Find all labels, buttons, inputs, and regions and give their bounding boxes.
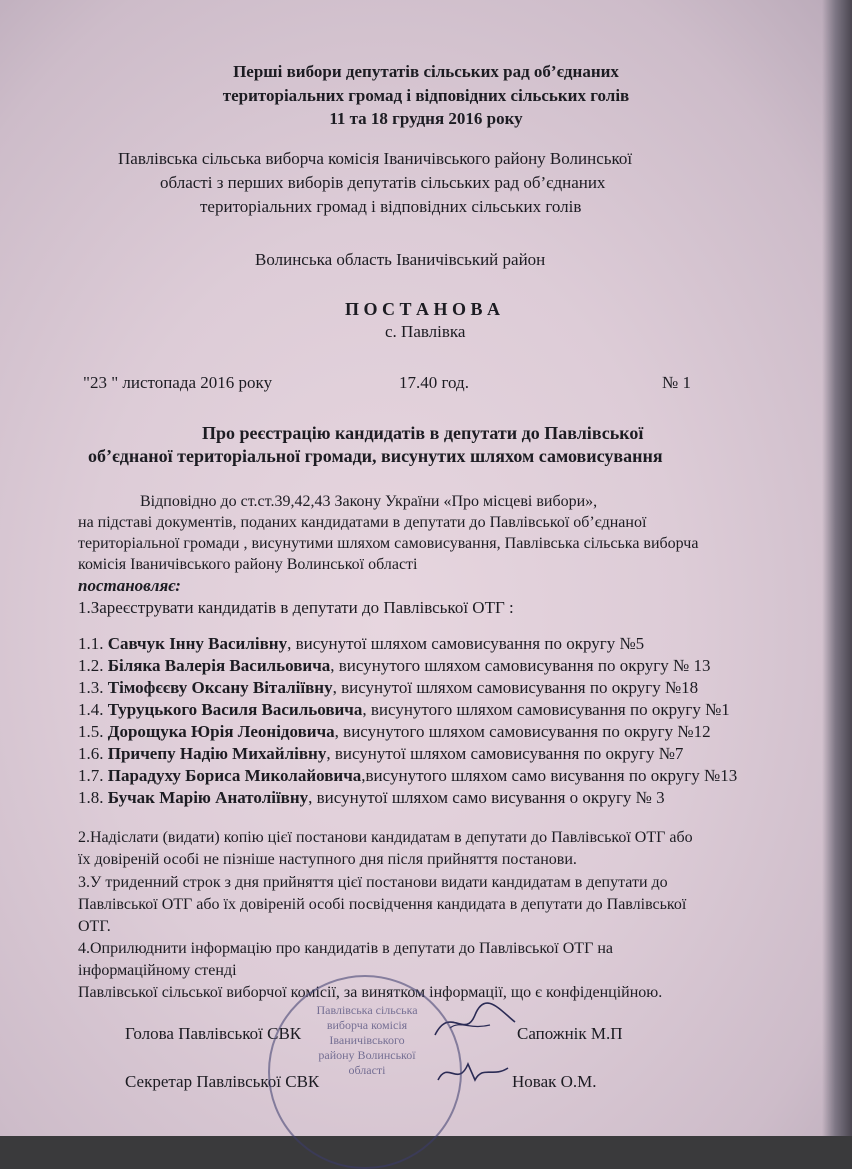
candidate-item: 1.1. Савчук Інну Василівну, висунутої шляхом самовисування по округу №5 (78, 634, 645, 653)
point-3-line-3: ОТГ. (78, 918, 111, 935)
point-2-line-1: 2.Надіслати (видати) копію цієї постанови кандидатам в депутати до Павлівської ОТГ або (78, 829, 693, 846)
resolves-label: постановляє: (78, 576, 181, 595)
point-3-line-2: Павлівської ОТГ або їх довіреній особі посвідчення кандидата в депутати до Павлівської (78, 896, 687, 913)
header-line-2: територіальних громад і відповідних сільських голів (222, 86, 630, 105)
head-title: Голова Павлівської СВК (125, 1024, 302, 1043)
page-edge-shadow (822, 0, 852, 1136)
document-date: "23 " листопада 2016 року (83, 373, 273, 392)
preamble-line-4: комісія Іваничівського району Волинської області (78, 556, 418, 573)
candidate-item: 1.4. Туруцького Василя Васильовича, висунутого шляхом самовисування по округу №1 (78, 700, 730, 719)
header-line-3: 11 та 18 грудня 2016 року (329, 109, 523, 128)
commission-line-2: області з перших виборів депутатів сільських рад об’єднаних (160, 173, 606, 192)
place: с. Павлівка (385, 322, 466, 341)
secretary-title: Секретар Павлівської СВК (125, 1072, 320, 1091)
region: Волинська область Іваничівський район (255, 250, 546, 269)
preamble-line-3: територіальної громади , висунутими шляхом самовисування, Павлівська сільська виборча (78, 535, 699, 552)
point-4-line-1: 4.Оприлюднити інформацію про кандидатів в депутати до Павлівської ОТГ на (78, 940, 613, 957)
document-number: № 1 (662, 373, 691, 392)
preamble-line-2: на підставі документів, поданих кандидатами в депутати до Павлівської об’єднаної (78, 514, 647, 531)
preamble-line-1: Відповідно до ст.ст.39,42,43 Закону України «Про місцеві вибори», (140, 493, 598, 510)
head-name: Сапожнік М.П (517, 1024, 623, 1043)
commission-line-3: територіальних громад і відповідних сільських голів (200, 197, 582, 216)
header-line-1: Перші вибори депутатів сільських рад об’єднаних (233, 62, 619, 81)
document-time: 17.40 год. (399, 373, 469, 392)
candidate-item: 1.8. Бучак Марію Анатоліївну, висунутої шляхом само висування о округу № 3 (78, 788, 665, 807)
point-4-line-2: інформаційному стенді (78, 962, 237, 979)
commission-line-1: Павлівська сільська виборча комісія Іваничівського району Волинської (118, 149, 633, 168)
point-4-line-3: Павлівської сільської виборчої комісії, за винятком інформації, що є конфіденційною. (78, 984, 663, 1001)
official-stamp-text: Павлівська сільська виборча комісія Іваничівського району Волинської області (316, 1003, 418, 1077)
point-2-line-2: їх довіреній особі не пізніше наступного дня після прийняття постанови. (78, 851, 577, 868)
candidate-item: 1.7. Парадуху Бориса Миколайовича,висунутого шляхом само висування по округу №13 (78, 766, 738, 785)
candidate-item: 1.5. Дорощука Юрія Леонідовича, висунутого шляхом самовисування по округу №12 (78, 722, 711, 741)
document-type: П О С Т А Н О В А (345, 299, 501, 319)
subject-line-2: об’єднаної територіальної громади, висунутих шляхом самовисування (88, 446, 663, 466)
candidate-item: 1.2. Біляка Валерія Васильовича, висунутого шляхом самовисування по округу № 13 (78, 656, 711, 675)
candidate-item: 1.6. Причепу Надію Михайлівну, висунутої шляхом самовисування по округу №7 (78, 744, 684, 763)
point-1: 1.Зареєструвати кандидатів в депутати до Павлівської ОТГ : (78, 598, 514, 617)
subject-line-1: Про реєстрацію кандидатів в депутати до Павлівської (202, 423, 644, 443)
secretary-name: Новак О.М. (512, 1072, 597, 1091)
candidate-item: 1.3. Тімофєєву Оксану Віталіївну, висунутої шляхом самовисування по округу №18 (78, 678, 699, 697)
point-3-line-1: 3.У триденний строк з дня прийняття цієї постанови видати кандидатам в депутати до (78, 874, 668, 891)
